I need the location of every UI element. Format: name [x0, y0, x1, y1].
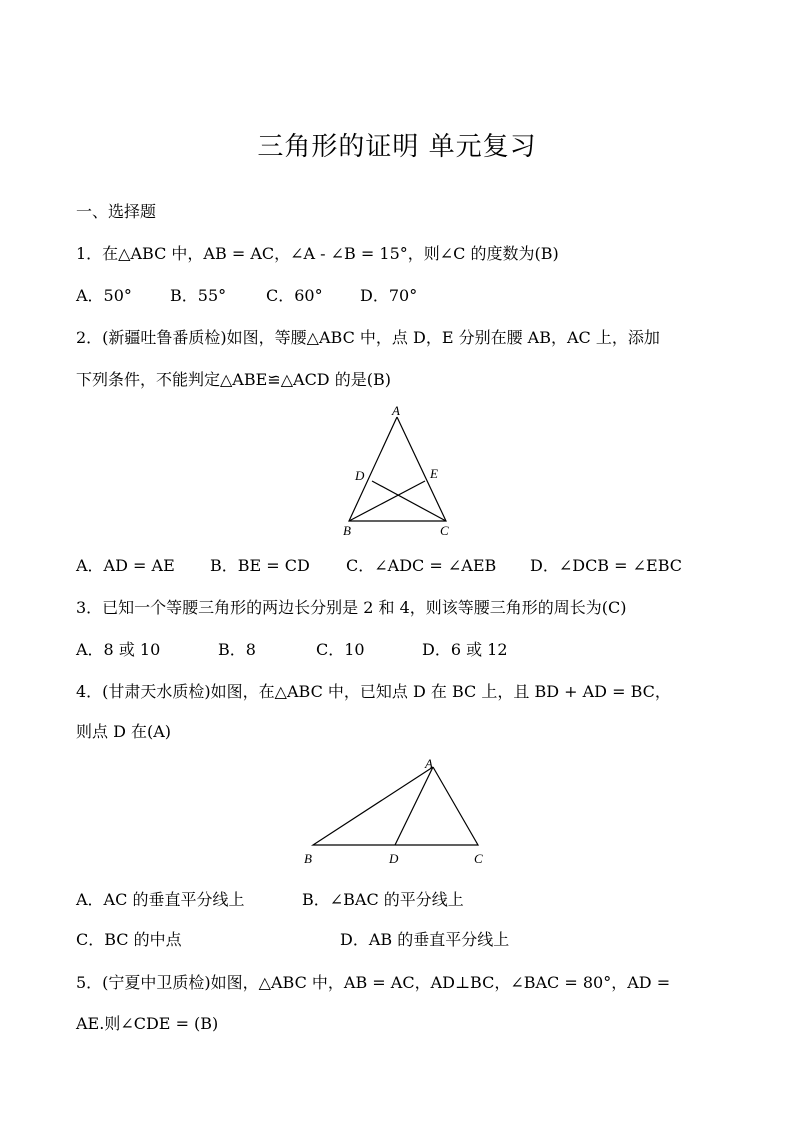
q2-segment-be-to-b — [349, 481, 425, 521]
page-title: 三角形的证明 单元复习 — [257, 132, 537, 162]
question-3-stem: 3．已知一个等腰三角形的两边长分别是 2 和 4，则该等腰三角形的周长为(C) — [76, 598, 627, 617]
q2-triangle-figure — [330, 400, 460, 540]
question-5-line-2: AE.则∠CDE = (B) — [76, 1014, 219, 1033]
question-4-line-2: 则点 D 在(A) — [76, 722, 172, 741]
question-4-line-1: 4．(甘肃天水质检)如图，在△ABC 中，已知点 D 在 BC 上，且 BD + AD = BC， — [76, 682, 671, 701]
q2-segment-bd-to-c — [372, 481, 446, 521]
question-2-line-1: 2．(新疆吐鲁番质检)如图，等腰△ABC 中，点 D，E 分别在腰 AB，AC 上，添加 — [76, 328, 660, 347]
q2-option-c: C．∠ADC = ∠AEB — [346, 556, 497, 575]
q4-option-c: C．BC 的中点 — [76, 930, 182, 949]
q4-option-d: D．AB 的垂直平分线上 — [340, 930, 510, 949]
q1-option-a: A．50° — [76, 286, 132, 305]
q3-option-a: A．8 或 10 — [76, 640, 161, 659]
q2-label-b: B — [343, 523, 351, 538]
q3-option-b: B．8 — [218, 640, 256, 659]
q4-option-b: B．∠BAC 的平分线上 — [302, 890, 464, 909]
q1-option-c: C．60° — [266, 286, 323, 305]
q4-label-c: C — [474, 851, 483, 866]
q4-triangle-figure — [296, 750, 496, 870]
q4-label-b: B — [304, 851, 312, 866]
question-5-line-1: 5．(宁夏中卫质检)如图，△ABC 中，AB = AC，AD⊥BC，∠BAC = 80°，AD = — [76, 973, 671, 992]
q2-label-c: C — [440, 523, 449, 538]
q1-option-b: B．55° — [170, 286, 227, 305]
q4-label-d: D — [389, 851, 399, 866]
q2-option-a: A．AD = AE — [76, 556, 175, 575]
q2-label-a: A — [392, 403, 400, 418]
q2-label-e: E — [430, 466, 438, 481]
question-1-stem: 1．在△ABC 中，AB = AC，∠A - ∠B = 15°，则∠C 的度数为(B) — [76, 244, 559, 263]
q2-label-d: D — [355, 468, 365, 483]
section-heading: 一、选择题 — [76, 202, 157, 221]
q4-label-a: A — [425, 756, 433, 771]
q3-option-d: D．6 或 12 — [422, 640, 508, 659]
q3-option-c: C．10 — [316, 640, 365, 659]
q2-option-b: B．BE = CD — [210, 556, 310, 575]
q2-option-d: D．∠DCB = ∠EBC — [530, 556, 683, 575]
q4-triangle-outline — [313, 767, 478, 845]
question-2-line-2: 下列条件，不能判定△ABE≌△ACD 的是(B) — [76, 370, 391, 389]
q1-option-d: D．70° — [360, 286, 418, 305]
q4-option-a: A．AC 的垂直平分线上 — [76, 890, 245, 909]
